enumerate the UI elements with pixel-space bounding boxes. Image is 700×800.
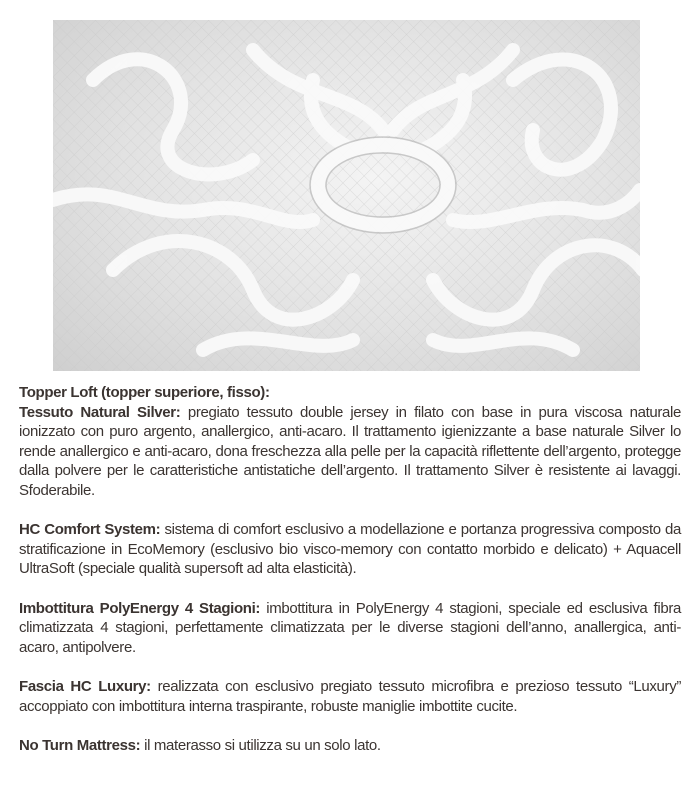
product-description: [19, 383, 681, 775]
section-text: sistema di comfort esclusivo a modellazione e portanza progressiva composto da stratificazione in EcoMemory (esclusivo bio visco-memory con contatto morbido e delicato) + Aquacell UltraSoft (speciale qualità supersoft ad alta elasticità).: [19, 521, 681, 578]
section-label: No Turn Mattress:: [19, 736, 141, 754]
section-text: il materasso si utilizza su un solo lato.: [140, 736, 381, 754]
section-label: Tessuto Natural Silver:: [19, 403, 181, 421]
section-fascia: [19, 677, 681, 716]
mattress-fabric-photo: [53, 20, 640, 371]
section-heading: Topper Loft (topper superiore, fisso):: [19, 384, 270, 401]
section-label: Fascia HC Luxury:: [19, 677, 151, 695]
section-imbottitura: [19, 599, 681, 658]
section-label: Imbottitura PolyEnergy 4 Stagioni:: [19, 599, 261, 617]
section-hc-comfort-system: [19, 520, 681, 579]
section-text: pregiato tessuto double jersey in filato con base in pura viscosa naturale ionizzato con puro argento, anallergico, anti-acaro. Il trattamento igienizzante a base naturale Silver lo rende anallergico e anti-acaro, dona freschezza alla pelle per la capacità riflettente dell’argento, protegge dalla polvere per le caratteristiche antistatiche dell’argento. Il trattamento Silver è resistente ai lavaggi. Sfoderabile.: [19, 403, 681, 499]
section-text: imbottitura in PolyEnergy 4 stagioni, speciale ed esclusiva fibra climatizzata 4 stagioni, perfettamente climatizzata per le diverse stagioni dell’anno, anallergica, anti-acaro, antipolvere.: [19, 599, 681, 656]
section-no-turn: [19, 736, 681, 756]
section-topper-loft: [19, 383, 681, 501]
section-text: realizzata con esclusivo pregiato tessuto microfibra e prezioso tessuto “Luxury” accoppiato con imbottitura interna traspirante, robuste maniglie imbottite cucite.: [19, 677, 681, 715]
section-label: HC Comfort System:: [19, 521, 161, 539]
